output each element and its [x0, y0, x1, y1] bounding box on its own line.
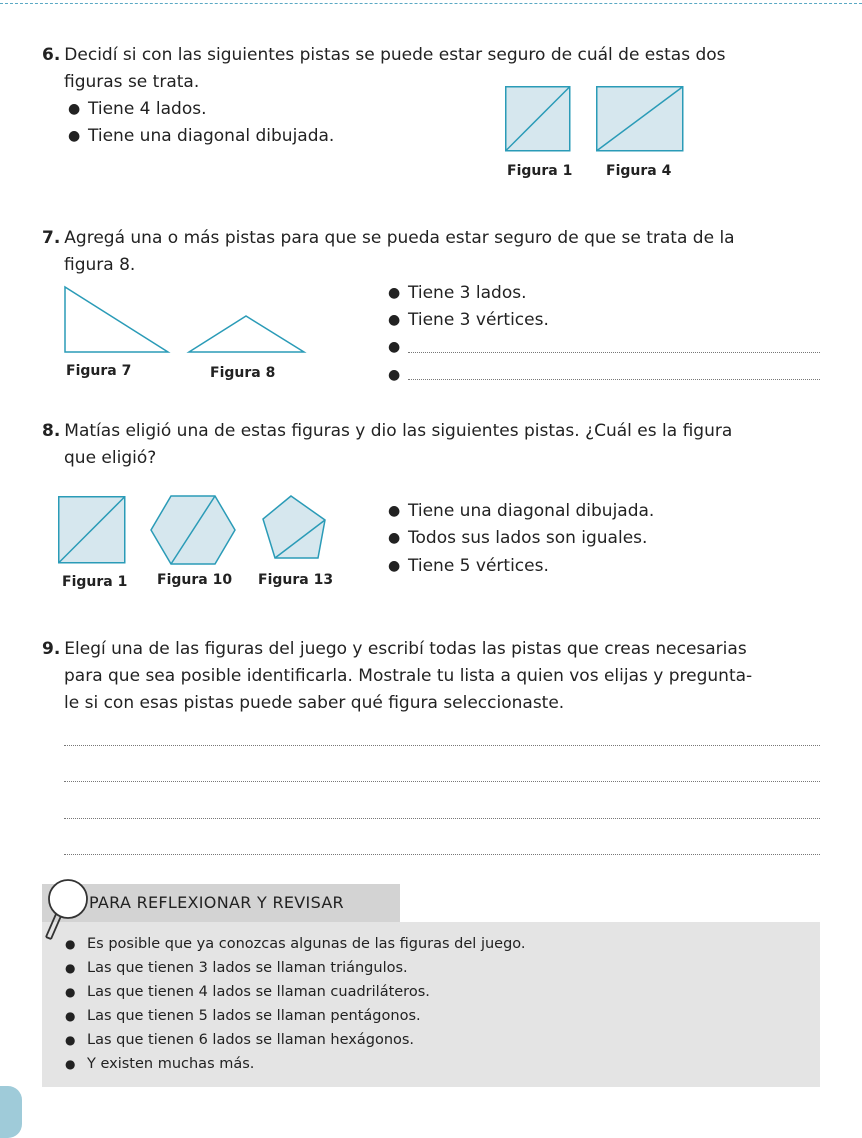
list-item-text: Y existen muchas más. — [87, 1056, 255, 1072]
figure-label: Figura 8 — [210, 365, 276, 381]
clue-item: ● Tiene una diagonal dibujada. — [388, 501, 655, 521]
question-number: 7. — [42, 228, 61, 248]
list-item-text: Las que tienen 3 lados se llaman triángulos. — [87, 960, 408, 976]
question-text-line-1: Elegí una de las figuras del juego y escribí todas las pistas que creas necesarias — [64, 639, 747, 659]
question-text-line-2: figura 8. — [64, 255, 136, 275]
clue-text: Tiene una diagonal dibujada. — [88, 126, 335, 146]
figure-8-isosceles-triangle — [188, 315, 306, 355]
figure-13-pentagon-diagonal — [262, 495, 328, 561]
list-item-text: Las que tienen 5 lados se llaman pentágonos. — [87, 1008, 421, 1024]
magnifier-icon — [42, 877, 92, 945]
clue-text: Tiene 3 lados. — [408, 283, 527, 303]
reflection-panel — [42, 922, 820, 1087]
question-text-line-1: Matías eligió una de estas figuras y dio las siguientes pistas. ¿Cuál es la figura — [64, 421, 733, 441]
clue-text: Tiene 5 vértices. — [408, 556, 549, 576]
question-text-line-3: le si con esas pistas puede saber qué figura seleccionaste. — [64, 693, 565, 713]
figure-label: Figura 4 — [606, 163, 672, 179]
top-dashed-rule — [0, 3, 862, 4]
answer-line[interactable] — [64, 854, 820, 855]
clue-item: ● Tiene 3 vértices. — [388, 310, 549, 330]
clue-item: ● Todos sus lados son iguales. — [388, 528, 648, 548]
figure-1-square-diagonal — [505, 86, 571, 152]
answer-line[interactable] — [408, 352, 820, 353]
list-item-text: Las que tienen 6 lados se llaman hexágonos. — [87, 1032, 415, 1048]
figure-7-right-triangle — [64, 286, 170, 354]
reflection-banner — [42, 884, 400, 922]
question-text-line-2: para que sea posible identificarla. Mostrale tu lista a quien vos elijas y pregunta- — [64, 666, 753, 686]
figure-label: Figura 13 — [258, 572, 334, 588]
figure-1-square-diagonal — [58, 496, 126, 564]
clue-item: ● Tiene una diagonal dibujada. — [68, 126, 335, 146]
figure-label: Figura 1 — [62, 574, 128, 590]
question-text-line-2: que eligió? — [64, 448, 157, 468]
page-corner-tab — [0, 1086, 22, 1138]
question-9 — [42, 636, 820, 717]
question-text-line-1: Agregá una o más pistas para que se pueda estar seguro de que se trata de la — [64, 228, 735, 248]
question-number: 9. — [42, 639, 61, 659]
clue-item: ● Tiene 4 lados. — [68, 99, 207, 119]
clue-text: Todos sus lados son iguales. — [408, 528, 648, 548]
question-6 — [42, 42, 820, 96]
answer-line[interactable] — [408, 379, 820, 380]
section-title: PARA REFLEXIONAR Y REVISAR — [89, 893, 344, 912]
figure-label: Figura 10 — [157, 572, 233, 588]
list-item: ● Las que tienen 3 lados se llaman triángulos. — [65, 960, 408, 976]
question-number: 8. — [42, 421, 61, 441]
clue-text: Tiene 4 lados. — [88, 99, 207, 119]
clue-item: ● Tiene 5 vértices. — [388, 556, 549, 576]
question-text-line-2: figuras se trata. — [64, 72, 200, 92]
list-item-text: Es posible que ya conozcas algunas de las figuras del juego. — [87, 936, 526, 952]
question-number: 6. — [42, 45, 61, 65]
clue-text: Tiene una diagonal dibujada. — [408, 501, 655, 521]
list-item: ● Las que tienen 6 lados se llaman hexágonos. — [65, 1032, 415, 1048]
figure-label: Figura 1 — [507, 163, 573, 179]
list-item: ● Y existen muchas más. — [65, 1056, 255, 1072]
list-item: ● Es posible que ya conozcas algunas de las figuras del juego. — [65, 936, 526, 952]
question-8 — [42, 418, 820, 472]
figure-4-rectangle-diagonal — [596, 86, 684, 152]
figure-10-hexagon-diagonal — [149, 495, 237, 567]
figure-label: Figura 7 — [66, 363, 132, 379]
clue-text: Tiene 3 vértices. — [408, 310, 549, 330]
list-item-text: Las que tienen 4 lados se llaman cuadriláteros. — [87, 984, 430, 1000]
list-item: ● Las que tienen 4 lados se llaman cuadriláteros. — [65, 984, 430, 1000]
question-text-line-1: Decidí si con las siguientes pistas se puede estar seguro de cuál de estas dos — [64, 45, 726, 65]
question-7 — [42, 225, 820, 279]
answer-line[interactable] — [64, 781, 820, 782]
answer-line[interactable] — [64, 818, 820, 819]
list-item: ● Las que tienen 5 lados se llaman pentágonos. — [65, 1008, 421, 1024]
answer-line[interactable] — [64, 745, 820, 746]
clue-item: ● Tiene 3 lados. — [388, 283, 527, 303]
